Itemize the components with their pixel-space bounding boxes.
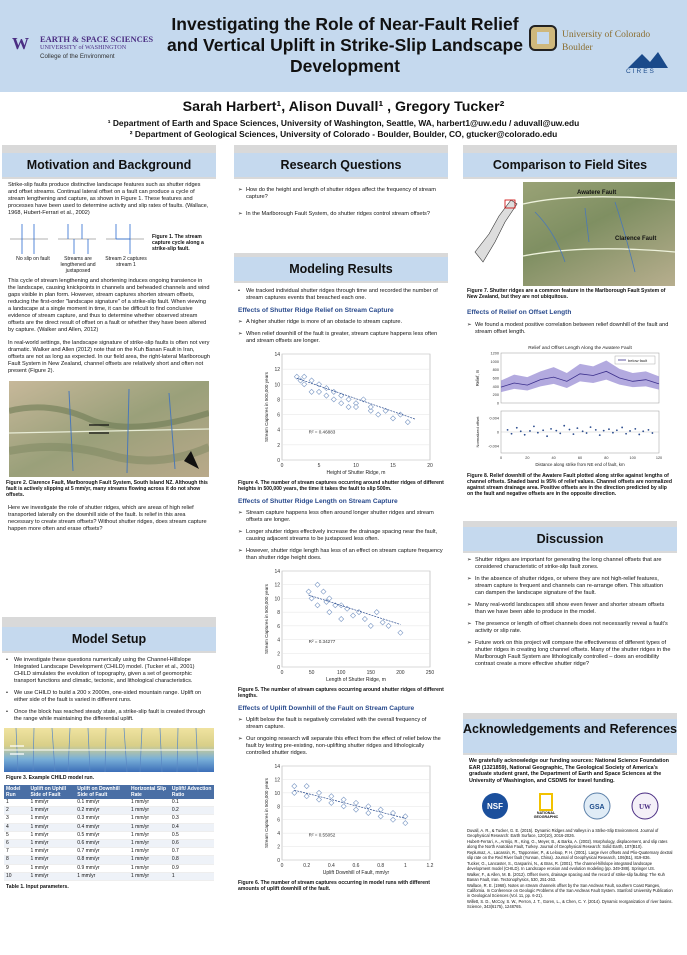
x-tick-label: 250 xyxy=(425,670,435,676)
table-row xyxy=(4,848,214,856)
x-tick-label: 100 xyxy=(337,670,346,676)
y-tick-label: 0 xyxy=(277,665,280,671)
motivation-panel xyxy=(2,179,216,617)
reference-item: Duvall, A. R., & Tucker, G. E. (2015). Dynamic Ridges and Valleys in a Strike-Slip Environment. Journal of Geophysical Research: Earth Surface, 120(10), 2016-2026. xyxy=(467,828,659,839)
uplift-bullet: ➢ Uplift below the fault is negatively correlated with the overall frequency of stream capture. xyxy=(238,717,444,731)
table-cell: 1 mm/yr xyxy=(129,807,170,815)
gsa-logo-icon xyxy=(583,792,611,820)
data-point xyxy=(529,430,531,432)
data-point xyxy=(511,433,513,435)
table-cell: 1 mm/yr xyxy=(29,815,76,823)
discussion-list xyxy=(467,557,673,668)
table-cell: 1 mm/yr xyxy=(129,831,170,839)
nsf-logo-icon xyxy=(481,792,509,820)
acknowledgements-text: We gratefully acknowledge our funding sources: National Science Foundation EAR (1321859), National Geographic, The Geological Society of America's graduate student grant, the Department of Earth and Space Sciences at the University of Washington, and CSDMS for travel funding. xyxy=(469,758,669,784)
table-cell: 1 mm/yr xyxy=(29,864,76,872)
reference-item: Walker, F., & Allen, M. B. (2012). Offset rivers, drainage spacing and the record of strike-slip faulting: The Kuh Banan Fault, Iran. Tectonophysics, 530, 251-263. xyxy=(467,872,665,883)
modeling-intro-bullet: • We tracked individual shutter ridges through time and recorded the number of stream captures events that breached each one. xyxy=(238,288,444,302)
y-tick-label: 6 xyxy=(277,623,280,630)
relief-bullet: ➢ When relief downhill of the fault is greater, stream capture happens less often and stream offsets are longer. xyxy=(238,331,444,345)
data-point xyxy=(616,429,618,431)
table-row xyxy=(4,872,214,880)
discussion-item: ➢ Many real-world landscapes still show even fewer and shorter stream offsets than we have been able to produce in the model. xyxy=(467,602,673,616)
x-tick-label: 120 xyxy=(655,456,663,460)
motivation-p1: Strike-slip faults produce distinctive landscape features such as shutter ridges and offset streams. Continual lateral offset on a fault can produce a cycle of stream lengthening and capture, as shown in Figure 1. These features and processes have been used to determine activity and slip rates of faults. (Wallace, 1968, Hubert-Ferrari et al., 2002) xyxy=(8,182,209,216)
cires-mountain-icon xyxy=(628,50,668,68)
model-setup-bullet: • Once the block has reached steady state, a strike-slip fault is created through the range while maintaining the differential uplift. xyxy=(6,709,212,723)
table-cell: 0.3 xyxy=(170,815,214,823)
data-point xyxy=(608,428,610,430)
y-tick-label: 10 xyxy=(274,790,280,797)
table-cell: 1 mm/yr xyxy=(29,872,76,880)
chart-title: Relief and Offset Length Along the Awatere Fault xyxy=(528,346,632,351)
data-point xyxy=(533,426,535,428)
table-cell: 0.9 xyxy=(170,864,214,872)
input-parameters-table xyxy=(4,785,214,881)
y-tick-label: 10 xyxy=(274,382,280,389)
table-cell: 0.5 mm/yr xyxy=(75,831,129,839)
uw-line-1: EARTH & SPACE SCIENCES xyxy=(40,34,154,44)
figure-2-photo xyxy=(9,381,209,477)
sub-uplift-heading: Effects of Uplift Downhill of the Fault on Stream Capture xyxy=(238,705,415,712)
table-cell: 1 xyxy=(4,799,29,807)
table-cell: 0.8 xyxy=(170,856,214,864)
comparison-heading: Comparison to Field Sites xyxy=(463,153,677,177)
x-tick-label: 0.8 xyxy=(377,863,385,869)
reference-item: Hubert-Ferrari, A., Armijo, R., King, G., Meyer, B., & Barka, A. (2002). Morphology, displacement, and slip rates along the North Anatolian Fault, Turkey. Journal of Geophysical Research: Solid Earth, 107(B10). xyxy=(467,839,668,850)
data-point xyxy=(524,434,526,436)
data-point xyxy=(516,427,518,429)
x-tick-label: 5 xyxy=(317,463,321,469)
table-cell: 0.2 mm/yr xyxy=(75,807,129,815)
reference-item: Willett, S. D., McCoy, S. W., Perron, J. T., Goren, L., & Chen, C. Y. (2014). Dynamic reorganization of river basins. Science, 343(6175), 1248765. xyxy=(467,899,673,910)
figure-2-caption: Figure 2. Clarence Fault, Marlborough Fault System, South Island NZ. Although this fault is actively slipping at 5 mm/yr, many streams flowing across it do not show offsets. xyxy=(6,480,208,498)
x-tick-label: 0 xyxy=(280,863,284,869)
table-cell: 1 mm/yr xyxy=(129,815,170,823)
y-tick-label: 0 xyxy=(277,458,280,464)
column-middle xyxy=(234,145,448,945)
awatere-fault-label: Awatere Fault xyxy=(577,190,617,196)
x-tick-label: 20 xyxy=(427,463,433,469)
y-tick-label: 14 xyxy=(274,764,280,770)
uplift-bullets xyxy=(238,717,444,757)
table-cell: 0.2 xyxy=(170,807,214,815)
y-tick-label: 2 xyxy=(277,651,280,658)
r-squared-label: R² = 0.46883 xyxy=(308,429,336,435)
figure-1-label-3: Stream 2 captures stream 1 xyxy=(105,256,147,268)
data-point xyxy=(642,430,644,432)
r-squared-label: R² = 0.34277 xyxy=(308,639,336,644)
x-tick-label: 50 xyxy=(308,670,315,676)
y-tick-label: 1000 xyxy=(490,359,499,364)
relief-bullets xyxy=(238,319,444,345)
data-point xyxy=(586,432,588,434)
cu-line-2: Boulder xyxy=(562,43,593,53)
discussion-item: ➢ Shutter ridges are important for generating the long channel offsets that are considered characteristic of strike-slip fault zones. xyxy=(467,557,673,571)
figure-7-map xyxy=(465,182,675,286)
y-tick-label: 600 xyxy=(492,376,499,381)
x-tick-label: 60 xyxy=(577,456,583,460)
table-row xyxy=(4,815,214,823)
references-list xyxy=(463,828,677,909)
y-tick-label: 14 xyxy=(274,352,280,358)
table-row xyxy=(4,856,214,864)
data-point xyxy=(576,427,578,429)
table-cell: 0.1 mm/yr xyxy=(75,799,129,807)
table-cell: 0.6 xyxy=(170,840,214,848)
relief-bullet: ➢ A higher shutter ridge is more of an obstacle to stream capture. xyxy=(238,319,444,326)
offset-sub-heading: Effects of Relief on Offset Length xyxy=(467,309,572,316)
legend-label: below fault xyxy=(628,358,648,363)
gsa-logo-text: GSA xyxy=(589,804,605,812)
figure-5-chart xyxy=(234,567,444,685)
plot-area xyxy=(282,571,430,667)
cu-buffalo-icon xyxy=(528,20,560,54)
figure-1-diagram xyxy=(8,222,148,256)
y-tick-label: 6 xyxy=(277,817,280,824)
figure-3-caption: Figure 3. Example CHILD model run. xyxy=(6,775,95,781)
table-cell: 2 xyxy=(4,807,29,815)
table-cell: 0.8 mm/yr xyxy=(75,856,129,864)
data-point xyxy=(648,429,650,431)
table-header-cell: Horizontal Slip Rate xyxy=(129,785,170,799)
figure-5-caption: Figure 5. The number of stream captures occurring around shutter ridges of different lengths. xyxy=(238,687,444,699)
table-cell: 1 mm/yr xyxy=(129,799,170,807)
data-point xyxy=(595,429,597,431)
x-axis-label: Distance along strike from NE end of fault, km xyxy=(535,462,625,467)
y-tick-label: 12 xyxy=(274,777,280,784)
x-tick-label: 200 xyxy=(396,670,405,676)
table-cell: 5 xyxy=(4,831,29,839)
table-cell: 0.5 xyxy=(170,831,214,839)
figure-1 xyxy=(2,220,216,278)
model-setup-bullets xyxy=(6,657,212,723)
research-questions-list xyxy=(238,187,444,218)
length-bullet: ➢ Stream capture happens less often around longer shutter ridges and stream offsets are longer. xyxy=(238,510,444,524)
y-axis-label: Stream Captures in 500,000 years xyxy=(264,372,269,442)
authors: Sarah Harbert¹, Alison Duvall¹ , Gregory Tucker² xyxy=(182,99,505,115)
clarence-fault-label: Clarence Fault xyxy=(615,236,657,242)
figure-1-caption: Figure 1. The stream capture cycle along a strike-slip fault. xyxy=(152,234,204,252)
cu-logo xyxy=(528,20,683,86)
table-cell: 1 mm/yr xyxy=(129,823,170,831)
data-point xyxy=(612,432,614,434)
y-tick-label: 4 xyxy=(277,831,280,838)
data-point xyxy=(590,426,592,428)
model-setup-panel xyxy=(2,653,216,945)
table-header-cell: Uplift on Downhill Side of Fault xyxy=(75,785,129,799)
table-cell: 1 mm/yr xyxy=(29,807,76,815)
funding-logos xyxy=(471,786,669,826)
table-cell: 0.4 mm/yr xyxy=(75,823,129,831)
research-questions-heading: Research Questions xyxy=(234,153,448,177)
sub-length-heading: Effects of Shutter Ridge Length on Stream Capture xyxy=(238,498,398,505)
discussion-item: ➢ The presence or length of offset channels does not necessarily reveal a fault's activity or slip rate. xyxy=(467,621,673,635)
reference-item: Wallace, R. E. (1968). Notes on stream channels offset by the San Andreas Fault, southern Coast Ranges, California. In Conference on Geologic Problems of the San Andreas Fault System. Stanford University Publication in Geological Sciences (Vol. 11, pp. 6-21). xyxy=(467,883,673,899)
y-tick-label: 400 xyxy=(492,384,499,389)
motivation-p3: In real-world settings, the landscape signature of strike-slip faults is often not very dramatic. Walker and Allen (2012) note that on the Kuh Banan Fault in Iran, offsets are not as long as expected. In our field area, the right-lateral Marlborough Fault System in New Zealand, channel offsets are relatively short and often not present (Figure 2). xyxy=(8,340,211,374)
data-point xyxy=(603,430,605,432)
table-cell: 0.4 xyxy=(170,823,214,831)
data-point xyxy=(625,433,627,435)
y-tick-label: 8 xyxy=(277,804,280,811)
length-bullets xyxy=(238,510,444,562)
data-point xyxy=(621,427,623,429)
table-row xyxy=(4,840,214,848)
uw-seal-text: UW xyxy=(638,803,652,812)
uw-seal-icon xyxy=(631,792,659,820)
data-point xyxy=(629,430,631,432)
affiliation-2: ² Department of Geological Sciences, University of Colorado - Boulder, Boulder, CO, gtucker@colorado.edu xyxy=(129,129,558,139)
model-setup-bullet: • We use CHILD to build a 200 x 2000m, one-sided mountain range. Uplift on either side of the fault is varied in different runs. xyxy=(6,690,212,704)
reference-item: Replumaz, A., Lacassin, R., Tapponnier, P., & Leloup, P. H. (2001). Large river offsets and Plio-Quaternary dextral slip rate on the Red River fault (Yunnan, China). Journal of Geophysical Research, 106(B1), 819-836. xyxy=(467,850,673,861)
discussion-item: ➢ Future work on this project will compare the effectiveness of different types of shutter ridges in creating long channel offsets. Many of the shutter ridges in the Marlborough Fault System are lithologically controlled – does an erodibility contrast create a more effective shutter ridge? xyxy=(467,640,673,668)
x-tick-label: 10 xyxy=(353,463,359,469)
y-tick-label: 0 xyxy=(496,401,499,406)
column-left xyxy=(2,145,216,945)
y-axis-label: Stream Captures in 500,000 years xyxy=(264,778,269,848)
y-axis-label: Normalized offset xyxy=(475,416,480,448)
table-row xyxy=(4,831,214,839)
acknowledgements-panel xyxy=(463,755,677,945)
x-tick-label: 80 xyxy=(604,456,609,460)
x-tick-label: 20 xyxy=(525,456,530,460)
uplift-bullet: ➢ Our ongoing research will separate this effect from the effect of relief below the fault by testing pre-existing, non-uplifting shutter ridges and lithologically controlled shutter ridges. xyxy=(238,736,444,757)
table-header-cell: Uplift on Uphill Side of Fault xyxy=(29,785,76,799)
acknowledgements-heading: Acknowledgements and References xyxy=(463,719,677,753)
table-cell: 0.7 xyxy=(170,848,214,856)
y-tick-label: 2 xyxy=(277,844,280,851)
y-tick-label: 4 xyxy=(277,427,280,434)
data-point xyxy=(638,434,640,436)
plot-area xyxy=(282,766,430,860)
affiliation-1: ¹ Department of Earth and Space Sciences, University of Washington, Seattle, WA, harbert1@uw.edu / aduvall@uw.edu xyxy=(107,118,580,128)
table-cell: 1 mm/yr xyxy=(29,799,76,807)
table-row xyxy=(4,799,214,807)
table-cell: 0.3 mm/yr xyxy=(75,815,129,823)
model-setup-heading: Model Setup xyxy=(2,627,216,651)
x-tick-label: 100 xyxy=(629,456,636,460)
table-cell: 7 xyxy=(4,848,29,856)
offset-bullet: ➢ We found a modest positive correlation between relief downhill of the fault and stream offset length. xyxy=(467,322,673,336)
figure-4-chart xyxy=(234,350,444,478)
x-axis-label: Uplift Downhill of Fault, mm/yr xyxy=(322,870,390,876)
x-axis-label: Height of Shutter Ridge, m xyxy=(326,470,386,476)
data-point xyxy=(573,433,575,435)
motivation-p2: This cycle of stream lengthening and shortening induces ongoing transience in the landscape, causing knickpoints in channels and beheaded channels and wind gaps visible in plan form. However, stream captures shorten stream offsets, reducing the first-order "landscape signature" of a strike-slip fault. When viewing a landscape at a single moment in time, it can be difficult to find conclusive evidence of stream capture, and thus to determine whether observed stream offsets are the direct result of offset on a fault or whether they have been altered by capture. (Walker and Allen, 2012) xyxy=(8,278,210,333)
data-point xyxy=(599,434,601,436)
data-point xyxy=(582,430,584,432)
data-point xyxy=(550,428,552,430)
length-bullet: ➢ Longer shutter ridges effectively increase the drainage spacing near the fault, causing adjacent streams to be juxtaposed less often. xyxy=(238,529,444,543)
natgeo-logo-text: NATIONAL GEOGRAPHIC xyxy=(533,811,559,820)
figure-4-caption: Figure 4. The number of stream captures occurring around shutter ridges of different heights in 500,000 years, the time it takes the fault to slip 500m. xyxy=(238,480,444,492)
table-header-cell: Uplift/ Advection Ratio xyxy=(170,785,214,799)
x-tick-label: 0.4 xyxy=(327,863,335,869)
y-axis-label: Relief, m xyxy=(475,369,480,387)
x-tick-label: 0 xyxy=(280,670,284,676)
y-axis-label: Stream Captures in 500,000 years xyxy=(264,584,269,654)
uw-line-3: College of the Environment xyxy=(40,53,115,60)
table-1-caption: Table 1. Input parameters. xyxy=(6,884,69,891)
y-tick-label: 12 xyxy=(274,582,280,589)
motivation-heading: Motivation and Background xyxy=(2,153,216,177)
poster-header xyxy=(0,0,687,92)
modeling-results-panel xyxy=(234,283,448,945)
offset-bullets xyxy=(467,322,673,336)
uw-line-2: UNIVERSITY of WASHINGTON xyxy=(40,44,127,51)
data-point xyxy=(555,430,557,432)
motivation-p4: Here we investigate the role of shutter ridges, which are areas of high relief transported laterally on the downhill side of the fault. Is relief in this area necessary to create stream offsets? Without shutter ridges, does stream capture happen more often and erase offsets? xyxy=(8,505,207,532)
table-cell: 1 mm/yr xyxy=(129,872,170,880)
research-questions-panel xyxy=(234,179,448,253)
table-cell: 1 mm/yr xyxy=(29,823,76,831)
y-tick-label: 0 xyxy=(496,430,499,435)
table-cell: 1 xyxy=(170,872,214,880)
figure-1-label-2: Streams are lengthened and juxtaposed xyxy=(60,256,96,274)
data-point xyxy=(652,432,654,434)
figure-6-caption: Figure 6. The number of stream captures occurring in model runs with different amounts of uplift downhill of the fault. xyxy=(238,880,430,892)
figure-7-caption: Figure 7. Shutter ridges are a common feature in the Marlborough Fault System of New Zealand, but they are not ubiquitous. xyxy=(467,288,666,300)
y-tick-label: 14 xyxy=(274,569,280,575)
table-cell: 1 mm/yr xyxy=(29,831,76,839)
cu-line-1: University of Colorado xyxy=(562,30,651,40)
discussion-heading: Discussion xyxy=(463,527,677,551)
x-tick-label: 150 xyxy=(366,670,375,676)
x-tick-label: 0.6 xyxy=(352,863,360,869)
natgeo-logo xyxy=(529,793,563,819)
y-tick-label: 12 xyxy=(274,367,280,374)
y-tick-label: 1200 xyxy=(490,351,499,356)
figure-6-chart xyxy=(234,762,444,878)
nsf-logo-text: NSF xyxy=(487,802,503,812)
table-cell: 0.6 mm/yr xyxy=(75,840,129,848)
x-tick-label: 40 xyxy=(551,456,556,460)
y-tick-label: 2 xyxy=(277,442,280,449)
table-cell: 6 xyxy=(4,840,29,848)
column-right xyxy=(463,145,677,945)
table-cell: 10 xyxy=(4,872,29,880)
table-cell: 1 mm/yr xyxy=(29,840,76,848)
natgeo-frame-icon xyxy=(539,793,553,811)
research-question: ➢ In the Marlborough Fault System, do shutter ridges control stream offsets? xyxy=(238,211,444,218)
discussion-panel xyxy=(463,553,677,713)
y-tick-label: 6 xyxy=(277,412,280,419)
length-bullet: ➢ However, shutter ridge length has less of an effect on stream capture frequency than shutter ridge height does. xyxy=(238,548,444,562)
table-cell: 1 mm/yr xyxy=(75,872,129,880)
y-tick-label: 10 xyxy=(274,596,280,603)
table-body xyxy=(4,799,214,881)
modeling-results-heading: Modeling Results xyxy=(234,257,448,281)
r-squared-label: R² = 0.55052 xyxy=(308,832,336,838)
table-cell: 3 xyxy=(4,815,29,823)
data-point xyxy=(634,428,636,430)
table-cell: 0.9 mm/yr xyxy=(75,864,129,872)
uw-w-icon: W xyxy=(12,34,29,53)
figure-3-model-image xyxy=(4,728,214,772)
table-cell: 0.1 xyxy=(170,799,214,807)
table-header-cell: Model Run xyxy=(4,785,29,799)
cires-label: CIRES xyxy=(626,68,656,75)
model-setup-bullet: • We investigate these questions numerically using the Channel-Hillslope Integrated Landscape Development (CHILD) model. (Tucker et al., 2001) CHILD simulates the evolution of topography, given a set of geomorphic transport functions and climatic, tectonic, and lithological characteristics. xyxy=(6,657,212,685)
table-cell: 1 mm/yr xyxy=(29,848,76,856)
x-tick-label: 0 xyxy=(280,463,284,469)
table-cell: 8 xyxy=(4,856,29,864)
modeling-intro xyxy=(238,288,444,302)
discussion-item: ➢ In the absence of shutter ridges, or where they are not high-relief features, stream capture is frequent and channels can re-arrange often. This situation can dampen the landscape signature of the fault. xyxy=(467,576,673,597)
y-tick-label: 4 xyxy=(277,637,280,644)
reference-item: Tucker, G., Lancaster, S., Gasparini, N., & Bras, R. (2001). The channel-hillslope integrated landscape development model (CHILD). In Landscape erosion and evolution modeling (pp. 349-388). Springer US. xyxy=(467,861,655,872)
x-tick-label: 0.2 xyxy=(303,863,311,869)
x-tick-label: 0 xyxy=(499,456,503,460)
table-cell: 1 mm/yr xyxy=(129,840,170,848)
data-point xyxy=(537,432,539,434)
y-tick-label: 800 xyxy=(492,368,499,373)
x-axis-label: Length of Shutter Ridge, m xyxy=(326,677,386,683)
data-point xyxy=(563,425,565,427)
figure-8-chart xyxy=(463,341,673,471)
table-cell: 9 xyxy=(4,864,29,872)
table-header-row xyxy=(4,785,214,799)
data-point xyxy=(569,429,571,431)
data-point xyxy=(559,433,561,435)
y-tick-label: 0.004 xyxy=(489,416,499,421)
table-row xyxy=(4,807,214,815)
sub-relief-heading: Effects of Shutter Ridge Relief on Stream Capture xyxy=(238,307,394,314)
data-point xyxy=(507,429,509,431)
data-point xyxy=(546,435,548,437)
poster-title: Investigating the Role of Near-Fault Relief and Vertical Uplift in Strike-Slip Landscape Development xyxy=(167,14,523,76)
table-cell: 0.7 mm/yr xyxy=(75,848,129,856)
table-cell: 1 mm/yr xyxy=(129,848,170,856)
data-point xyxy=(542,429,544,431)
x-tick-label: 1 xyxy=(403,863,407,869)
figure-8-caption: Figure 8. Relief downhill of the Awatere Fault plotted along strike against lengths of channel offsets. Shaded band is 95% of relief values. Channel offsets are normalized against stream drainage area. Positive offsets are in the direction predicted by slip on the fault and negative offsets are in the opposite direction. xyxy=(467,473,672,497)
figure-1-label-1: No slip on fault xyxy=(16,256,50,262)
y-tick-label: 200 xyxy=(492,393,499,398)
table-row xyxy=(4,864,214,872)
x-tick-label: 15 xyxy=(390,463,396,469)
table-cell: 1 mm/yr xyxy=(29,856,76,864)
y-tick-label: 8 xyxy=(277,397,280,404)
y-tick-label: 0 xyxy=(277,858,280,864)
table-row xyxy=(4,823,214,831)
y-tick-label: 8 xyxy=(277,610,280,617)
x-tick-label: 1.2 xyxy=(426,863,434,869)
data-point xyxy=(520,430,522,432)
table-cell: 1 mm/yr xyxy=(129,856,170,864)
comparison-panel xyxy=(463,179,677,521)
y-tick-label: -0.004 xyxy=(488,444,499,449)
table-cell: 4 xyxy=(4,823,29,831)
table-cell: 1 mm/yr xyxy=(129,864,170,872)
research-question: ➢ How do the height and length of shutter ridges affect the frequency of stream capture? xyxy=(238,187,444,201)
